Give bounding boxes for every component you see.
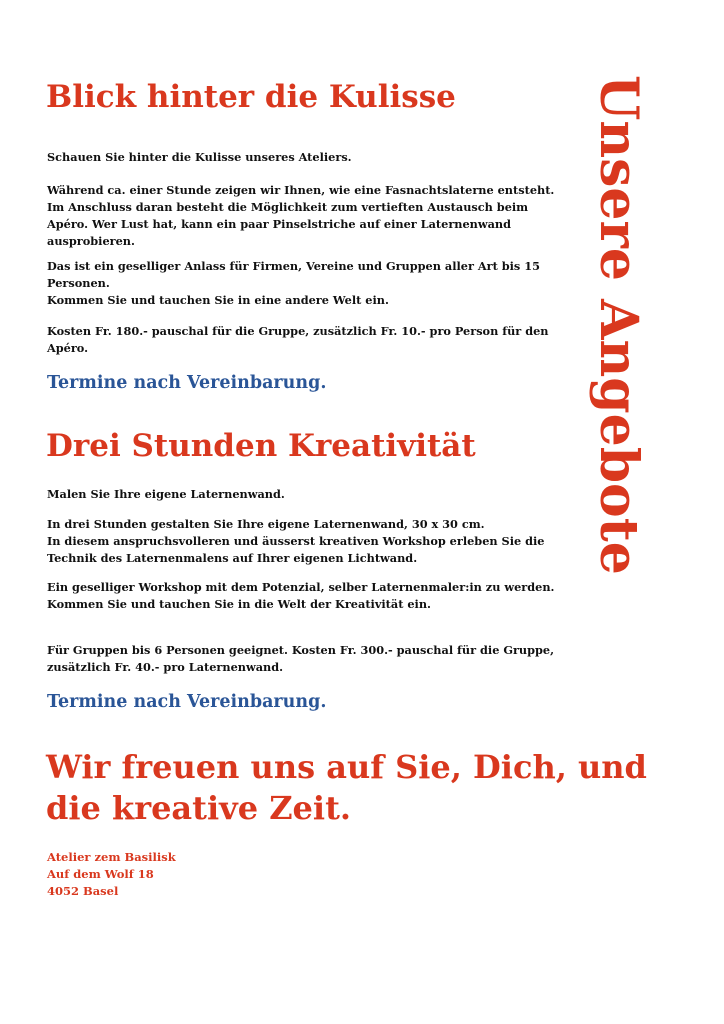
section1-paragraph-1: Schauen Sie hinter die Kulisse unseres Ateliers. xyxy=(47,150,352,164)
address-city: 4052 Basel xyxy=(47,884,119,898)
address-name: Atelier zem Basilisk xyxy=(47,850,176,864)
section2-paragraph-2: In drei Stunden gestalten Sie Ihre eigene Laternenwand, 30 x 30 cm. In diesem anspruchsvolleren und äusserst kreativen Workshop erleben Sie die Technik des Laternenmalens auf Ihrer eigenen Lichtwand. xyxy=(47,517,545,565)
section2-title: Drei Stunden Kreativität xyxy=(46,428,476,464)
closing-message: Wir freuen uns auf Sie, Dich, und die kreative Zeit. xyxy=(46,748,647,827)
section1-termine: Termine nach Vereinbarung. xyxy=(47,373,327,393)
section2-termine: Termine nach Vereinbarung. xyxy=(47,692,327,712)
section1-paragraph-2: Während ca. einer Stunde zeigen wir Ihnen, wie eine Fasnachtslaterne entsteht. Im Anschluss daran besteht die Möglichkeit zum vertieften Austausch beim Apéro. Wer Lust hat, kann ein paar Pinselstriche auf einer Laternenwand ausprobieren. xyxy=(47,183,555,248)
side-title: Unsere Angebote xyxy=(588,75,649,575)
section2-paragraph-3: Ein geselliger Workshop mit dem Potenzial, selber Laternenmaler:in zu werden. Kommen Sie und tauchen Sie in die Welt der Kreativität ein. xyxy=(47,580,555,611)
section2-paragraph-1: Malen Sie Ihre eigene Laternenwand. xyxy=(47,487,285,501)
section1-paragraph-3: Das ist ein geselliger Anlass für Firmen, Vereine und Gruppen aller Art bis 15 Personen. Kommen Sie und tauchen Sie in eine andere Welt ein. xyxy=(47,259,540,307)
section1-paragraph-4: Kosten Fr. 180.- pauschal für die Gruppe, zusätzlich Fr. 10.- pro Person für den Apéro. xyxy=(47,324,549,355)
section2-paragraph-4: Für Gruppen bis 6 Personen geeignet. Kosten Fr. 300.- pauschal für die Gruppe, zusätzlich Fr. 40.- pro Laternenwand. xyxy=(47,643,555,674)
address-street: Auf dem Wolf 18 xyxy=(47,867,154,881)
address-block xyxy=(47,849,176,900)
section1-title: Blick hinter die Kulisse xyxy=(46,79,456,115)
